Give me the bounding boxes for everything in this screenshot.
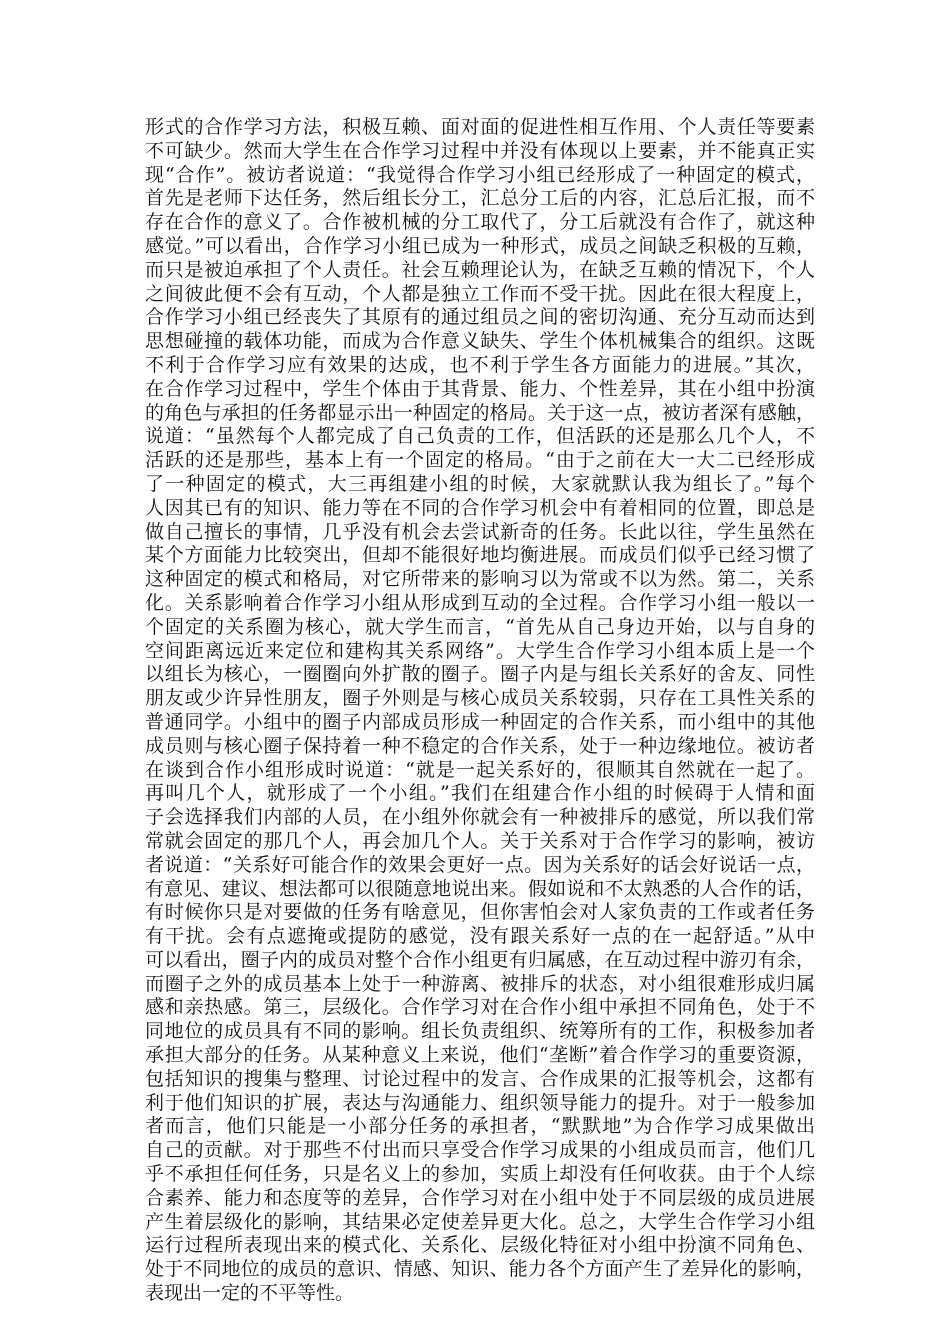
text-line: 承担大部分的任务。从某种意义上来说，他们“垄断”着合作学习的重要资源， [145,1044,815,1067]
text-line: 普通同学。小组中的圈子内部成员形成一种固定的合作关系，而小组中的其他 [145,710,815,733]
text-line: 可以看出，圈子内的成员对整个合作小组更有归属感，在互动过程中游刃有余， [145,948,815,971]
text-line: 感觉。”可以看出，合作学习小组已成为一种形式，成员之间缺乏积极的互赖， [145,234,815,257]
text-line: 化。关系影响着合作学习小组从形成到互动的全过程。合作学习小组一般以一 [145,591,815,614]
text-line: 形式的合作学习方法，积极互赖、面对面的促进性相互作用、个人责任等要素 [145,116,815,138]
text-line: 了一种固定的模式，大三再组建小组的时候，大家就默认我为组长了。”每个 [145,472,815,495]
text-line: 人因其已有的知识、能力等在不同的合作学习机会中有着相同的位置，即总是 [145,496,815,519]
text-line: 利于他们知识的扩展，表达与沟通能力、组织领导能力的提升。对于一般参加 [145,1091,815,1114]
text-line: 自己的贡献。对于那些不付出而只享受合作学习成果的小组成员而言，他们几 [145,1139,815,1162]
text-line: 之间彼此便不会有互动，个人都是独立工作而不受干扰。因此在很大程度上， [145,282,815,305]
text-line: 合作学习小组已经丧失了其原有的通过组员之间的密切沟通、充分互动而达到 [145,306,815,329]
text-line: 首先是老师下达任务，然后组长分工，汇总分工后的内容，汇总后汇报，而不 [145,187,815,210]
text-line: 说道：“虽然每个人都完成了自己负责的工作，但活跃的还是那么几个人，不 [145,425,815,448]
text-line: 的角色与承担的任务都显示出一种固定的格局。关于这一点，被访者深有感触， [145,401,815,424]
text-line: 有意见、建议、想法都可以很随意地说出来。假如说和不太熟悉的人合作的话， [145,877,815,900]
text-line: 某个方面能力比较突出，但却不能很好地均衡进展。而成员们似乎已经习惯了 [145,544,815,567]
text-line: 处于不同地位的成员的意识、情感、知识、能力各个方面产生了差异化的影响， [145,1258,815,1281]
text-line: 包括知识的搜集与整理、讨论过程中的发言、合作成果的汇报等机会，这都有 [145,1067,815,1090]
text-line: 子会选择我们内部的人员，在小组外你就会有一种被排斥的感觉，所以我们常 [145,806,815,829]
text-line: 感和亲热感。第三，层级化。合作学习对在合作小组中承担不同角色，处于不 [145,996,815,1019]
text-line: 成员则与核心圈子保持着一种不稳定的合作关系，处于一种边缘地位。被访者 [145,734,815,757]
text-line: 者说道：“关系好可能合作的效果会更好一点。因为关系好的话会好说话一点， [145,853,815,876]
text-line: 活跃的还是那些，基本上有一个固定的格局。“由于之前在大一大二已经形成 [145,449,815,472]
text-line: 同地位的成员具有不同的影响。组长负责组织、统筹所有的工作，积极参加者 [145,1020,815,1043]
text-line: 个固定的关系圈为核心，就大学生而言，“首先从自己身边开始，以与自身的 [145,615,815,638]
text-line: 以组长为核心，一圈圈向外扩散的圈子。圈子内是与组长关系好的舍友、同性 [145,663,815,686]
text-line: 产生着层级化的影响，其结果必定使差异更大化。总之，大学生合作学习小组 [145,1210,815,1233]
text-line: 现“合作”。被访者说道：“我觉得合作学习小组已经形成了一种固定的模式， [145,163,815,186]
text-line: 空间距离远近来定位和建构其关系网络”。大学生合作学习小组本质上是一个 [145,639,815,662]
text-line: 有时候你只是对要做的任务有啥意见，但你害怕会对人家负责的工作或者任务 [145,901,815,924]
text-line: 常就会固定的那几个人，再会加几个人。关于关系对于合作学习的影响，被访 [145,829,815,852]
body-paragraph [145,116,815,1306]
text-line: 者而言，他们只能是一小部分任务的承担者，“默默地”为合作学习成果做出 [145,1115,815,1138]
text-line: 存在合作的意义了。合作被机械的分工取代了，分工后就没有合作了，就这种 [145,211,815,234]
text-line: 不利于合作学习应有效果的达成，也不利于学生各方面能力的进展。”其次， [145,353,815,376]
text-line: 在谈到合作小组形成时说道：“就是一起关系好的，很顺其自然就在一起了。 [145,758,815,781]
text-line: 表现出一定的不平等性。 [145,1282,355,1305]
text-line: 做自己擅长的事情，几乎没有机会去尝试新奇的任务。长此以往，学生虽然在 [145,520,815,543]
text-line: 而圈子之外的成员基本上处于一种游离、被排斥的状态，对小组很难形成归属 [145,972,815,995]
text-line: 在合作学习过程中，学生个体由于其背景、能力、个性差异，其在小组中扮演 [145,377,815,400]
text-line: 这种固定的模式和格局，对它所带来的影响习以为常或不以为然。第二，关系 [145,568,815,591]
text-line: 朋友或少许异性朋友，圈子外则是与核心成员关系较弱，只存在工具性关系的 [145,687,815,710]
text-line: 思想碰撞的载体功能，而成为合作意义缺失、学生个体机械集合的组织。这既 [145,330,815,353]
text-line: 运行过程所表现出来的模式化、关系化、层级化特征对小组中扮演不同角色、 [145,1234,815,1257]
text-line: 有干扰。会有点遮掩或提防的感觉，没有跟关系好一点的在一起舒适。”从中 [145,925,815,948]
text-line: 合素养、能力和态度等的差异，合作学习对在小组中处于不同层级的成员进展 [145,1186,815,1209]
text-line: 不可缺少。然而大学生在合作学习过程中并没有体现以上要素，并不能真正实 [145,139,815,162]
text-line: 乎不承担任何任务，只是名义上的参加，实质上却没有任何收获。由于个人综 [145,1163,815,1186]
text-line: 而只是被迫承担了个人责任。社会互赖理论认为，在缺乏互赖的情况下，个人 [145,258,815,281]
text-line: 再叫几个人，就形成了一个小组。”我们在组建合作小组的时候碍于人情和面 [145,782,815,805]
